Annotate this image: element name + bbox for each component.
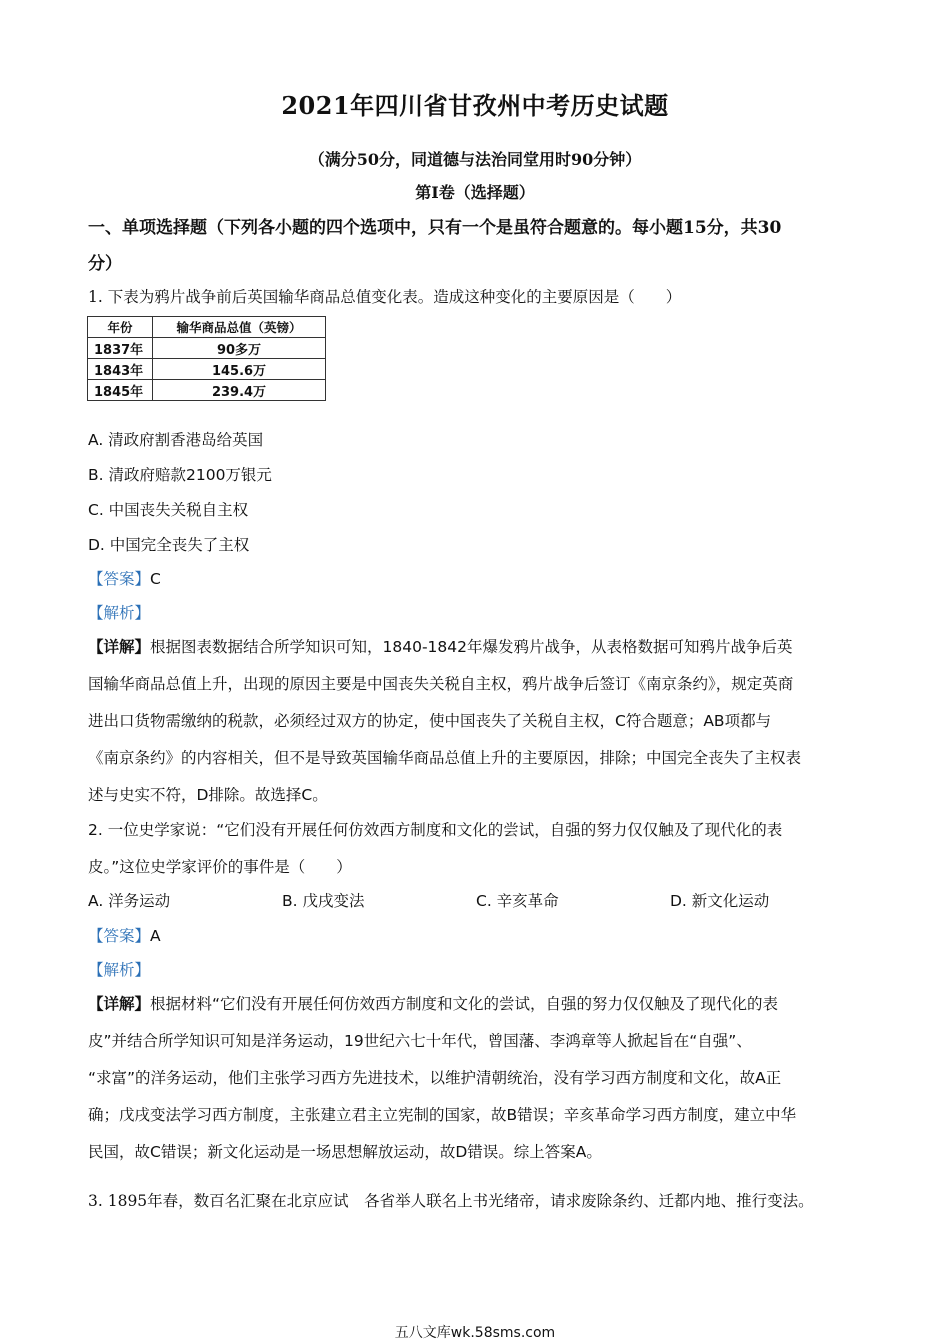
table-cell-year: 1843年 [88, 359, 153, 380]
table-row [88, 359, 326, 380]
q2-detail-line-4: 确；戊戌变法学习西方制度，主张建立君主立宪制的国家，故B错误；辛亥革命学习西方制度，建立中华 [88, 1106, 797, 1124]
q1-option-b: B. 清政府赔款2100万银元 [88, 466, 272, 484]
answer-value: C [150, 570, 161, 588]
q1-trade-table [87, 316, 326, 401]
q2-stem-line-2: 皮。”这位史学家评价的事件是（ ） [88, 858, 352, 876]
table-cell-year: 1845年 [88, 380, 153, 401]
table-header-year: 年份 [88, 317, 153, 338]
q1-detail-line-1 [88, 635, 878, 657]
q2-detail-line-3: “求富”的洋务运动，他们主张学习西方先进技术，以维护清朝统治，没有学习西方制度和文化，故A正 [88, 1069, 782, 1087]
exam-subtitle: （满分50分，同道德与法治同堂用时90分钟） [308, 150, 642, 169]
q2-analysis [88, 958, 878, 980]
q2-detail-line-5: 民国，故C错误；新文化运动是一场思想解放运动，故D错误。综上答案A。 [88, 1143, 602, 1161]
q2-option-b: B. 戊戌变法 [282, 892, 365, 910]
table-header-row [88, 317, 326, 338]
q2-option-c: C. 辛亥革命 [476, 892, 559, 910]
table-cell-value: 239.4万 [153, 380, 326, 401]
section-heading [88, 210, 868, 282]
table-row [88, 380, 326, 401]
q1-detail-line-3: 进出口货物需缴纳的税款，必须经过双方的协定，使中国丧失了关税自主权，C符合题意；AB项都与 [88, 712, 772, 730]
q2-detail-line-1 [88, 992, 878, 1014]
table-cell-value: 145.6万 [153, 359, 326, 380]
table-row [88, 338, 326, 359]
volume-heading: 第Ⅰ卷（选择题） [415, 183, 535, 202]
detail-tag: 【详解】 [88, 638, 151, 656]
q2-answer [88, 924, 878, 946]
table-cell-year: 1837年 [88, 338, 153, 359]
q2-detail-line-2: 皮”并结合所学知识可知是洋务运动，19世纪六七十年代，曾国藩、李鸿章等人掀起旨在“自强”、 [88, 1032, 752, 1050]
answer-value: A [150, 927, 161, 945]
answer-tag: 【答案】 [88, 570, 151, 588]
q1-option-a: A. 清政府割香港岛给英国 [88, 431, 264, 449]
table-header-value: 输华商品总值（英镑） [153, 317, 326, 338]
q1-answer [88, 567, 878, 589]
q1-option-c: C. 中国丧失关税自主权 [88, 501, 249, 519]
q3-stem: 3. 1895年春，数百名汇聚在北京应试 各省举人联名上书光绪帝，请求废除条约、迁都内地、推行变法。 [88, 1192, 814, 1210]
detail-tag: 【详解】 [88, 995, 151, 1013]
q1-option-d: D. 中国完全丧失了主权 [88, 536, 250, 554]
q1-detail-line-4: 《南京条约》的内容相关，但不是导致英国输华商品总值上升的主要原因，排除；中国完全丧失了主权表 [88, 749, 802, 767]
page-title: 2021年四川省甘孜州中考历史试题 [281, 91, 669, 120]
footer-watermark: 五八文库wk.58sms.com [394, 1325, 556, 1341]
section-heading-line-1: 一、单项选择题（下列各小题的四个选项中，只有一个是虽符合题意的。每小题15分，共30 [88, 218, 782, 238]
detail-text: 根据材料“它们没有开展任何仿效西方制度和文化的尝试，自强的努力仅仅触及了现代化的表 [150, 995, 779, 1013]
q2-option-d: D. 新文化运动 [670, 892, 770, 910]
answer-tag: 【答案】 [88, 927, 151, 945]
q2-option-a: A. 洋务运动 [88, 892, 171, 910]
detail-text: 根据图表数据结合所学知识可知，1840-1842年爆发鸦片战争，从表格数据可知鸦片战争后英 [150, 638, 793, 656]
q2-stem-line-1: 2. 一位史学家说：“它们没有开展任何仿效西方制度和文化的尝试，自强的努力仅仅触及了现代化的表 [88, 821, 783, 839]
q1-analysis [88, 601, 878, 623]
q1-detail-line-2: 国输华商品总值上升，出现的原因主要是中国丧失关税自主权，鸦片战争后签订《南京条约》，规定英商 [88, 675, 794, 693]
analysis-tag: 【解析】 [88, 604, 151, 622]
analysis-tag: 【解析】 [88, 961, 151, 979]
q1-detail-line-5: 述与史实不符，D排除。故选择C。 [88, 786, 328, 804]
section-heading-line-2: 分） [88, 254, 122, 274]
table-cell-value: 90多万 [153, 338, 326, 359]
q1-stem: 1. 下表为鸦片战争前后英国输华商品总值变化表。造成这种变化的主要原因是（ ） [88, 288, 682, 306]
